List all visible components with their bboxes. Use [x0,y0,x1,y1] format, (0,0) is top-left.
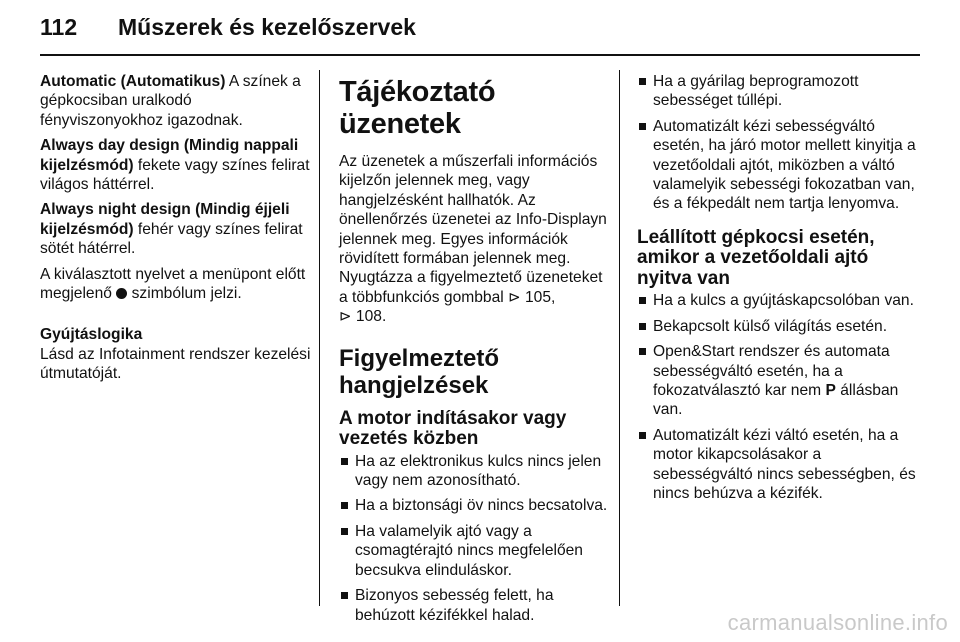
list-item: Bizonyos sebesség felett, ha behúzott kézifékkel halad. [339,586,611,625]
language-note [40,265,312,304]
square-bullet-icon [639,78,646,85]
warning-chimes-heading: Figyelmeztető hangjelzések [339,344,500,399]
square-bullet-icon [639,348,646,355]
square-bullet-icon [341,458,348,465]
driving-list-continued [637,72,920,214]
day-design-term: Always day design (Mindig nappali kijelzésmód) [40,137,299,174]
parked-list [637,291,920,503]
list-item: Ha a gyárilag beprogramozott sebességet túllépi. [637,72,920,111]
automatic-desc: A színek a gépkocsiban uralkodó fényviszonyokhoz igazodnak. [40,73,301,129]
square-bullet-icon [639,323,646,330]
square-bullet-icon [639,123,646,130]
square-bullet-icon [639,432,646,439]
language-note-text: A kiválasztott nyelvet a menüpont előtt megjelenő [40,265,306,303]
list-item: Bekapcsolt külső világítás esetén. [637,317,920,336]
day-design-entry [40,136,312,194]
page-number: 112 [40,14,78,40]
list-item: Ha az elektronikus kulcs nincs jelen vagy nem azonosítható. [339,452,611,491]
list-item: Ha a biztonsági öv nincs becsatolva. [339,496,611,515]
page-header [40,14,920,50]
column-middle [339,76,611,631]
square-bullet-icon [639,297,646,304]
night-design-entry [40,200,312,258]
column-divider-1 [319,70,320,606]
section-title: Tájékoztató üzenetek [339,76,496,140]
start-driving-list [339,452,611,625]
intro-text: Az üzenetek a műszerfali információs kijelzőn jelennek meg, vagy hangjelzésként hallhatók. Az önellenőrzés üzenetei az Info-Displayn jelennek meg. Egyes információk rövidített formában jelennek meg. Nyugtázza a figyelmeztető üzeneteket a többfunkciós gombbal ⊳ 105, ⊳ 108. [339,153,607,326]
running-title: Műszerek és kezelőszervek [118,14,416,40]
list-item: Automatizált kézi sebességváltó esetén, ha járó motor mellett kinyitja a vezetőoldali ajtót, miközben a váltó valamelyik sebességi fokozatban van, és a fékpedált nem tartja lenyomva. [637,117,920,214]
square-bullet-icon [341,592,348,599]
ignition-heading: Gyújtáslogika [40,326,143,344]
column-divider-2 [619,70,620,606]
night-design-desc: fehér vagy színes felirat sötét hátérrel. [40,220,303,258]
filled-circle-icon [116,288,127,299]
automatic-term: Automatic (Automatikus) [40,73,226,90]
list-item: Ha valamelyik ajtó vagy a csomagtérajtó nincs megfelelően becsukva elinduláskor. [339,522,611,580]
square-bullet-icon [341,502,348,509]
watermark: carmanualsonline.info [727,610,948,635]
night-design-term: Always night design (Mindig éjjeli kijelzésmód) [40,201,290,238]
header-divider [40,54,920,56]
page-reference-icon: ⊳ [339,308,352,326]
list-item: Automatizált kézi váltó esetén, ha a motor kikapcsolásakor a sebességváltó nincs sebességben, és nincs behúzva a kézifék. [637,426,920,504]
column-left [40,72,312,384]
list-item: Open&Start rendszer és automata sebességváltó esetén, ha a fokozatválasztó kar nem P állásban van. [637,342,920,420]
column-right [637,72,920,509]
page-ref-2[interactable]: 108 [355,308,382,326]
language-note-end: szimbólum jelzi. [127,285,242,303]
day-design-desc: fekete vagy színes felirat világos háttérrel. [40,156,310,194]
automatic-entry [40,72,312,130]
parked-door-open-heading: Leállított gépkocsi esetén, amikor a vezetőoldali ajtó nyitva van [637,226,875,289]
start-driving-heading: A motor indításakor vagy vezetés közben [339,407,567,450]
page-reference-icon: ⊳ [508,288,521,306]
square-bullet-icon [341,528,348,535]
page-ref-1[interactable]: 105 [524,288,552,306]
list-item: Ha a kulcs a gyújtáskapcsolóban van. [637,291,920,310]
ignition-text: Lásd az Infotainment rendszer kezelési útmutatóját. [40,345,311,383]
